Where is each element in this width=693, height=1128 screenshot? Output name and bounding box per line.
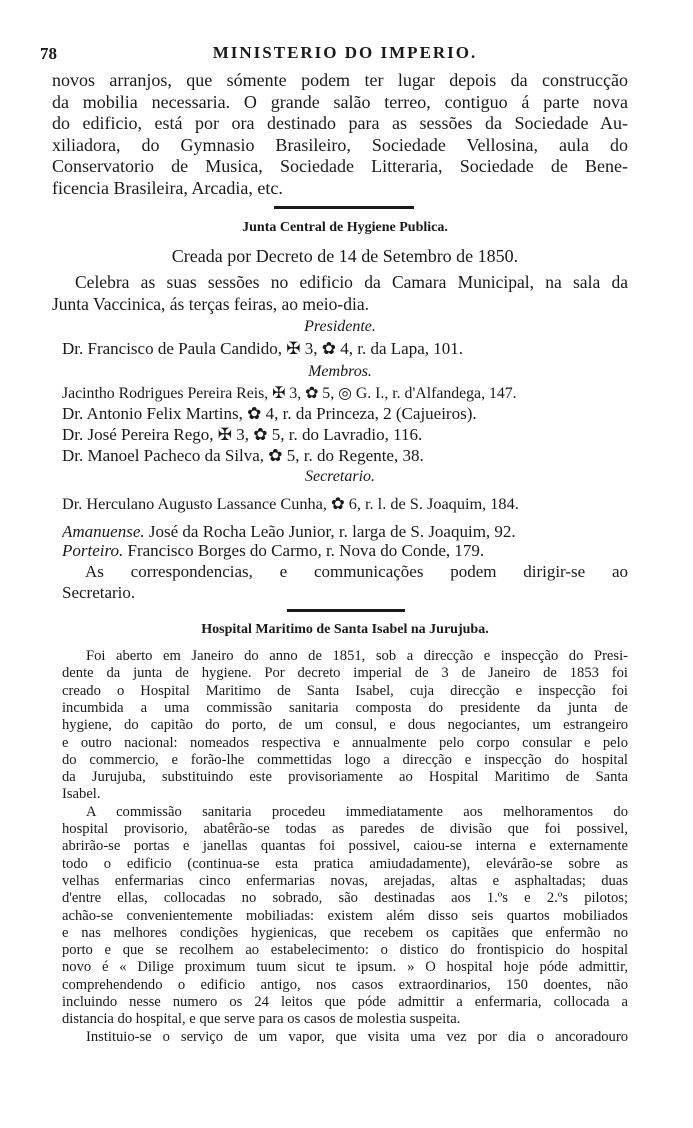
text-line: do commercio, e forão-lhe commettidas logo a direcção e inspecção do hospital [62, 751, 628, 768]
text-line: hygiene, do capitão do porto, de um consul, e dous negociantes, um estrangeiro [62, 717, 628, 734]
text-line: Foi aberto em Janeiro do anno de 1851, sob a direcção e inspecção do Presi- [86, 648, 628, 664]
text-line: ficencia Brasileira, Arcadia, etc. [52, 178, 283, 198]
text-line: achão-se convenientemente mobiliadas: existem além disso seis quartos mobiliados [62, 907, 628, 924]
porteiro-entry [62, 540, 628, 561]
text-line: hospital provisorio, abatêrão-se todas as paredes de divisão que foi possivel, [62, 821, 628, 837]
member-entry: Dr. Manoel Pacheco da Silva, ✿ 5, r. do Regente, 38. [62, 445, 424, 465]
text-line: creado o Hospital Maritimo de Santa Isabel, cuja direcção e inspecção foi [62, 682, 628, 699]
text-line: todo o edificio (continua-se esta pratica amiudadamente), elevárão-se sobre as [62, 855, 628, 872]
text-line: e outro nacional: nomeados respectiva e annualmente pelo corpo consular e pelo [62, 734, 628, 751]
porteiro-label: Porteiro. [62, 540, 124, 560]
text-line: incluindo nesse numero os 24 leitos que póde admittir a enfermaria, collocada a [62, 994, 628, 1010]
porteiro-name: Francisco Borges do Carmo, r. Nova do Conde, 179. [123, 540, 485, 560]
text-line: dente da junta de hygiene. Por decreto imperial de 3 de Janeiro de 1853 foi [62, 665, 628, 682]
amanuense-label: Amanuense. [62, 521, 145, 541]
section-heading: Hospital Maritimo de Santa Isabel na Jurujuba. [201, 622, 489, 637]
president-entry: Dr. Francisco de Paula Candido, ✠ 3, ✿ 4, r. da Lapa, 101. [62, 339, 463, 358]
text-line: da mobilia necessaria. O grande salão terreo, contiguo á parte nova [52, 91, 628, 112]
member-entry: Jacintho Rodrigues Pereira Reis, ✠ 3, ✿ 5, ◎ G. I., r. d'Alfandega, 147. [62, 384, 517, 402]
text-line: A commissão sanitaria procedeu immediatamente aos melhoramentos do [86, 803, 628, 820]
text-line: do edificio, está por ora destinado para as sessões da Sociedade Au- [52, 113, 628, 134]
secretary-entry: Dr. Herculano Augusto Lassance Cunha, ✿ 6, r. l. de S. Joaquim, 184. [62, 494, 519, 513]
role-label-members: Membros. [308, 363, 372, 380]
text-line: Junta Vaccinica, ás terças feiras, ao meio-dia. [52, 294, 369, 314]
text-line: Secretario. [62, 582, 136, 602]
creation-decree: Creada por Decreto de 14 de Setembro de 1850. [171, 246, 519, 266]
text-line: Instituio-se o serviço de um vapor, que visita uma vez por dia o ancoradouro [86, 1028, 628, 1045]
text-line: Isabel. [62, 786, 101, 803]
text-line: da Jurujuba, substituindo este provisoriamente ao Hospital Maritimo de Santa [62, 769, 628, 786]
role-label-secretary: Secretario. [304, 468, 376, 485]
member-entry: Dr. Antonio Felix Martins, ✿ 4, r. da Princeza, 2 (Cajueiros). [62, 404, 477, 424]
member-entry: Dr. José Pereira Rego, ✠ 3, ✿ 5, r. do Lavradio, 116. [62, 424, 423, 444]
text-line: porto e que se recolhem ao estabelecimento: o distico do frontispicio do hospital [62, 942, 628, 959]
text-line: novo é « Dilige proximum tuum sicut te ipsum. » O hospital hoje póde admittir, [62, 959, 628, 976]
text-line: Celebra as suas sessões no edificio da Camara Municipal, na sala da [75, 272, 628, 292]
role-label-president: Presidente. [304, 318, 376, 335]
text-line: xiliadora, do Gymnasio Brasileiro, Sociedade Vellosina, aula do [52, 134, 628, 155]
text-line: abrirão-se portas e janellas quantas foi possivel, caiou-se interna e externamente [62, 838, 628, 855]
page-number: 78 [40, 44, 57, 63]
running-title: MINISTERIO DO IMPERIO. [212, 43, 478, 62]
amanuense-entry [62, 521, 628, 542]
text-line: Conservatorio de Musica, Sociedade Litteraria, Sociedade de Bene- [52, 156, 628, 177]
section-divider [287, 609, 405, 612]
text-line: distancia do hospital, e que serve para os casos de molestia suspeita. [62, 1011, 461, 1028]
section-heading: Junta Central de Hygiene Publica. [242, 220, 448, 235]
amanuense-name: José da Rocha Leão Junior, r. larga de S. Joaquim, 92. [144, 521, 516, 541]
text-line: e nas melhores condições hygienicas, que recebem os capitães que enfermão no [62, 924, 628, 941]
text-line: incumbida a uma commissão sanitaria composta do presidente da junta de [62, 699, 628, 716]
text-line: velhas enfermarias cinco enfermarias novas, arejadas, altas e asphaltadas; duas [62, 872, 628, 889]
section-divider [274, 206, 414, 209]
text-line: d'entre ellas, collocadas no sobrado, são destinadas aos 1.ºs e 2.ºs pilotos; [62, 890, 628, 907]
text-line: novos arranjos, que sómente podem ter lugar depois da construcção [52, 70, 628, 90]
text-line: comprehendendo o edificio antigo, nos casos extraordinarios, 150 doentes, não [62, 976, 628, 993]
text-line: As correspondencias, e communicações podem dirigir-se ao [85, 561, 628, 581]
